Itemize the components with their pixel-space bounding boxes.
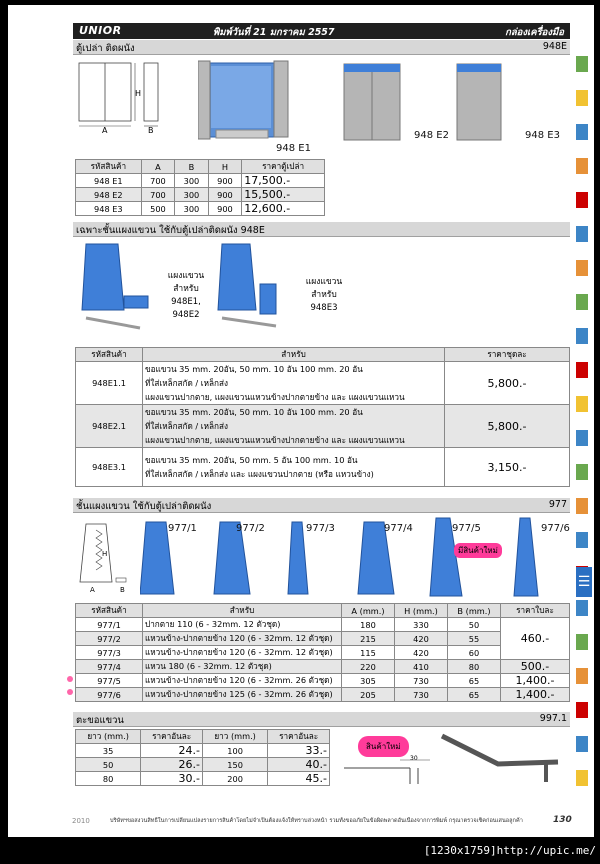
cell: 330 [395,618,448,632]
price-cell: 45.- [268,772,330,786]
dim-h: H [102,550,108,558]
cell: 200 [202,772,267,786]
table-row [76,674,570,688]
page-number: 130 [553,815,572,825]
category-tab[interactable] [576,328,588,344]
price-cell: 17,500.- [242,174,325,188]
category-tab[interactable] [576,464,588,480]
line: ที่ใส่เหล็กสกัด / เหล็กส่ง [145,378,228,388]
brand-logo: UNIOR [79,24,122,37]
footer-year: 2010 [72,817,90,825]
caption-977-5: 977/5 [452,523,481,534]
line: แผงแขวนปากตาย, แผงแขวนแหวนข้างปากตายข้าง และ แผงแขวนแหวน [145,392,405,402]
category-tab[interactable] [576,396,588,412]
table-header [76,348,570,362]
col-header: H (mm.) [395,604,448,618]
cell: 65 [448,674,501,688]
label-line: 948E3 [310,303,338,313]
category-tab[interactable] [576,600,588,616]
cell: 700 [141,188,175,202]
dim-h: H [135,89,142,98]
col-header: ราคาอันละ [141,730,203,744]
label-line: 948E1, [171,297,201,307]
category-tab[interactable] [576,634,588,650]
cell: 50 [76,758,141,772]
cell: 300 [175,174,209,188]
line: ขอแขวน 35 mm. 20อัน, 50 mm. 10 อัน 100 mm. 20 อัน [145,407,363,417]
category-tab[interactable] [576,668,588,684]
hook-dimension-drawing [340,752,436,790]
cell: 100 [202,744,267,758]
cell: 300 [175,202,209,216]
cell: 35 [76,744,141,758]
cell: 948 E2 [76,188,142,202]
col-header: ราคาใบละ [501,604,570,618]
cell [143,362,445,405]
category-tab[interactable] [576,124,588,140]
col-header: รหัสสินค้า [76,160,142,174]
panel-label-948e1-948e2 [158,270,214,322]
table-row [76,405,570,448]
cell: 948E1.1 [76,362,143,405]
dim-a: A [90,586,95,594]
label-line: แผงแขวน [305,277,343,287]
cell [143,405,445,448]
price-cell: 24.- [141,744,203,758]
cabinet-948e1-image [198,58,308,144]
category-tab[interactable] [576,260,588,276]
cell: 220 [342,660,395,674]
price-cell: 26.- [141,758,203,772]
label-line: 948E2 [172,310,200,320]
line: ขอแขวน 35 mm. 20อัน, 50 mm. 5 อัน 100 mm. 10 อัน [145,455,358,465]
cell [143,448,445,487]
cell: 215 [342,632,395,646]
panel-label-948e3 [296,276,352,315]
category-tab[interactable] [576,498,588,514]
cell: 977/2 [76,632,143,646]
table-row [76,362,570,405]
price-cell: 1,400.- [501,674,570,688]
footer-disclaimer: บริษัทฯขอสงวนสิทธิ์ในการเปลี่ยนแปลงรายการสินค้าโดยไม่จำเป็นต้องแจ้งให้ทราบล่วงหน้า รวมทั้งขออภัยในข้อผิดพลาดอันเนื่องจากการพิมพ์ กรุณาตรวจเช็คก่อนเสนอลูกค้า [110,818,523,824]
category-tab[interactable] [576,770,588,786]
table-row [76,758,330,772]
line: ที่ใส่เหล็กสกัด / เหล็กส่ง และ แผงแขวนปากตาย (หรือ แหวนข้าง) [145,469,374,479]
table-row [76,174,325,188]
table-header [76,730,330,744]
cell: 50 [448,618,501,632]
caption-948e1: 948 E1 [276,143,311,154]
cell: 150 [202,758,267,772]
print-date: พิมพ์วันที่ 21 มกราคม 2557 [213,27,335,38]
cell: 500 [141,202,175,216]
cell: 115 [342,646,395,660]
new-product-badge: มีสินค้าใหม่ [454,543,502,558]
table-row [76,646,570,660]
watermark: [1230x1759]http://upic.me/ [423,844,596,857]
section-header-cabinets [73,40,570,55]
cell: แหวนข้าง-ปากตายข้าง 120 (6 - 32mm. 26 ตัวชุด) [143,674,342,688]
cell: 55 [448,632,501,646]
table-header [76,160,325,174]
table-row [76,448,570,487]
cell: 180 [342,618,395,632]
table-row [76,202,325,216]
col-header: สำหรับ [143,604,342,618]
cell: 60 [448,646,501,660]
cell: 948 E1 [76,174,142,188]
cell: 977/5 [76,674,143,688]
section-title: เฉพาะชั้นแผงแขวน ใช้กับตู้เปล่าติดผนัง 948E [76,225,265,236]
caption-977-4: 977/4 [384,523,413,534]
category-tab[interactable] [576,362,588,378]
dim-label: 30 [410,755,418,762]
cell: 80 [76,772,141,786]
section-title: ตู้เปล่า ติดผนัง [76,43,135,54]
label-line: สำหรับ [173,284,199,294]
col-header: ราคาชุดละ [445,348,570,362]
col-header: B [175,160,209,174]
col-header: A (mm.) [342,604,395,618]
col-header: สำหรับ [143,348,445,362]
table-row [76,188,325,202]
category-tab[interactable] [576,226,588,242]
caption-977-3: 977/3 [306,523,335,534]
panel-set-948e1-image [78,240,154,332]
table-row [76,688,570,702]
panel-set-table [75,347,570,487]
hook-image [438,724,570,786]
dim-b: B [120,586,125,594]
cell: 65 [448,688,501,702]
section-header-hanging-panels [73,498,570,513]
col-header: รหัสสินค้า [76,348,143,362]
new-item-dot [67,689,73,695]
table-row [76,632,570,646]
section-title: ชั้นแผงแขวน ใช้กับตู้เปล่าติดผนัง [76,501,212,512]
list-icon[interactable]: ☰ [576,567,592,597]
cell: 977/1 [76,618,143,632]
cell: 700 [141,174,175,188]
price-cell: 30.- [141,772,203,786]
category-tab[interactable] [576,56,588,72]
caption-948e2: 948 E2 [414,130,449,141]
cell: 80 [448,660,501,674]
cell: 900 [208,174,242,188]
category-tab[interactable] [576,294,588,310]
section-header-panels [73,222,570,237]
price-cell: 1,400.- [501,688,570,702]
rack-977-6-image [512,516,540,600]
cell: ปากตาย 110 (6 - 32mm. 12 ตัวชุด) [143,618,342,632]
cell: 948 E3 [76,202,142,216]
cabinet-price-table [75,159,325,216]
cell: 410 [395,660,448,674]
category-tab[interactable] [576,90,588,106]
new-item-dot [67,676,73,682]
category-tab[interactable] [576,532,588,548]
col-header: H [208,160,242,174]
col-header: B (mm.) [448,604,501,618]
cabinet-dimension-drawing [76,58,166,134]
category-tab[interactable] [576,158,588,174]
line: ขอแขวน 35 mm. 20อัน, 50 mm. 10 อัน 100 mm. 20 อัน [145,364,363,374]
cell: แหวนข้าง-ปากตายข้าง 125 (6 - 32mm. 26 ตัวชุด) [143,688,342,702]
category-tab[interactable] [576,736,588,752]
col-header: ยาว (mm.) [76,730,141,744]
table-row [76,660,570,674]
col-header: ยาว (mm.) [202,730,267,744]
cell: 948E2.1 [76,405,143,448]
rack-dimension-drawing [76,520,132,596]
cell: 977/6 [76,688,143,702]
category-tab[interactable] [576,430,588,446]
cell: แหวนข้าง-ปากตายข้าง 120 (6 - 32mm. 12 ตัวชุด) [143,646,342,660]
cell: 300 [175,188,209,202]
col-header: ราคาอันละ [268,730,330,744]
label-line: แผงแขวน [167,271,205,281]
cell: 977/3 [76,646,143,660]
table-header [76,604,570,618]
caption-977-6: 977/6 [541,523,570,534]
caption-977-1: 977/1 [168,523,197,534]
cell: 420 [395,632,448,646]
col-header: ราคาตู้เปล่า [242,160,325,174]
col-header: รหัสสินค้า [76,604,143,618]
price-cell: 5,800.- [445,362,570,405]
table-row [76,772,330,786]
caption-948e3: 948 E3 [525,130,560,141]
cell: 900 [208,188,242,202]
price-cell: 12,600.- [242,202,325,216]
line: ที่ใส่เหล็กสกัด / เหล็กส่ง [145,421,228,431]
dim-a: A [102,126,108,134]
cabinet-948e3-image [455,62,505,142]
rack-price-table [75,603,570,702]
page-header [73,23,570,39]
price-cell: 460.- [501,618,570,660]
price-cell: 40.- [268,758,330,772]
section-code: 948E [542,41,567,52]
section-code: 997.1 [539,713,567,724]
price-cell: 15,500.- [242,188,325,202]
table-row [76,618,570,632]
cell: 730 [395,674,448,688]
col-header: A [141,160,175,174]
new-product-badge: สินค้าใหม่ [358,736,409,757]
category-tab[interactable] [576,702,588,718]
cell: 900 [208,202,242,216]
cell: 730 [395,688,448,702]
price-cell: 500.- [501,660,570,674]
cell: แหวน 180 (6 - 32mm. 12 ตัวชุด) [143,660,342,674]
category-label: กล่องเครื่องมือ [505,27,564,38]
panel-set-948e3-image [216,240,294,330]
price-cell: 33.- [268,744,330,758]
cell: 420 [395,646,448,660]
cell: 205 [342,688,395,702]
cell: 948E3.1 [76,448,143,487]
category-tab[interactable] [576,192,588,208]
hook-price-table [75,729,330,786]
dim-b: B [148,126,154,134]
section-title: ตะขอแขวน [76,715,124,726]
caption-977-2: 977/2 [236,523,265,534]
cell: 305 [342,674,395,688]
price-cell: 3,150.- [445,448,570,487]
section-code: 977 [548,499,567,510]
line: แผงแขวนปากตาย, แผงแขวนแหวนข้างปากตายข้าง และ แผงแขวนแหวน [145,435,405,445]
label-line: สำหรับ [311,290,337,300]
table-row [76,744,330,758]
cell: 977/4 [76,660,143,674]
price-cell: 5,800.- [445,405,570,448]
cell: แหวนข้าง-ปากตายข้าง 120 (6 - 32mm. 12 ตัวชุด) [143,632,342,646]
cabinet-948e2-image [342,62,402,142]
